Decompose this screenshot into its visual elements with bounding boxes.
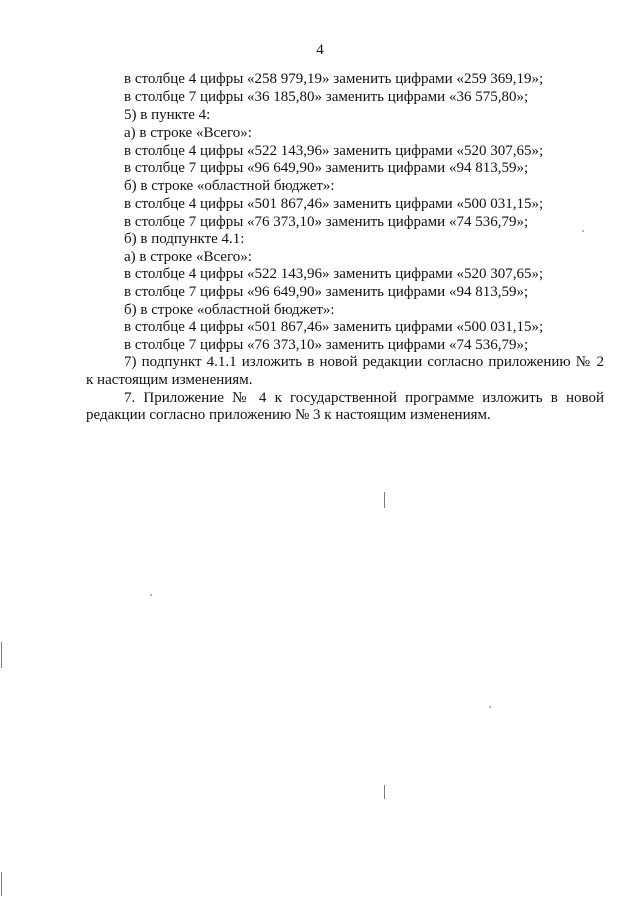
text-line: в столбце 4 цифры «258 979,19» заменить цифрами «259 369,19»; bbox=[124, 71, 544, 87]
text-line: в столбце 4 цифры «501 867,46» заменить цифрами «500 031,15»; bbox=[124, 319, 544, 335]
text-line: в столбце 7 цифры «76 373,10» заменить цифрами «74 536,79»; bbox=[124, 337, 529, 353]
text-line: б) в подпункте 4.1: bbox=[124, 231, 245, 247]
text-line: в столбце 7 цифры «96 649,90» заменить цифрами «94 813,59»; bbox=[124, 160, 529, 176]
page-number: 4 bbox=[316, 42, 324, 58]
text-line: б) в строке «областной бюджет»: bbox=[124, 178, 335, 194]
text-line: 7. Приложение № 4 к государственной программе изложить в новой bbox=[124, 390, 604, 406]
text-line: а) в строке «Всего»: bbox=[124, 249, 252, 265]
text-line: 7) подпункт 4.1.1 изложить в новой редакции согласно приложению № 2 bbox=[124, 354, 604, 370]
text-line: в столбце 7 цифры «76 373,10» заменить цифрами «74 536,79»; bbox=[124, 214, 529, 230]
text-line: редакции согласно приложению № 3 к настоящим изменениям. bbox=[86, 407, 491, 423]
text-line: а) в строке «Всего»: bbox=[124, 125, 252, 141]
text-line: к настоящим изменениям. bbox=[86, 372, 253, 388]
text-line: в столбце 4 цифры «522 143,96» заменить цифрами «520 307,65»; bbox=[124, 143, 544, 159]
text-line: в столбце 7 цифры «36 185,80» заменить цифрами «36 575,80»; bbox=[124, 89, 529, 105]
scan-dot bbox=[582, 230, 584, 232]
text-line: в столбце 4 цифры «501 867,46» заменить цифрами «500 031,15»; bbox=[124, 196, 544, 212]
scan-dot bbox=[489, 706, 491, 708]
text-line: б) в строке «областной бюджет»: bbox=[124, 302, 335, 318]
text-line: 5) в пункте 4: bbox=[124, 107, 211, 123]
scan-mark bbox=[384, 785, 385, 799]
scan-mark bbox=[1, 872, 2, 896]
scan-mark bbox=[384, 492, 385, 508]
scan-dot bbox=[150, 594, 152, 596]
text-line: в столбце 7 цифры «96 649,90» заменить цифрами «94 813,59»; bbox=[124, 284, 529, 300]
text-line: в столбце 4 цифры «522 143,96» заменить цифрами «520 307,65»; bbox=[124, 266, 544, 282]
scan-mark bbox=[1, 642, 2, 668]
